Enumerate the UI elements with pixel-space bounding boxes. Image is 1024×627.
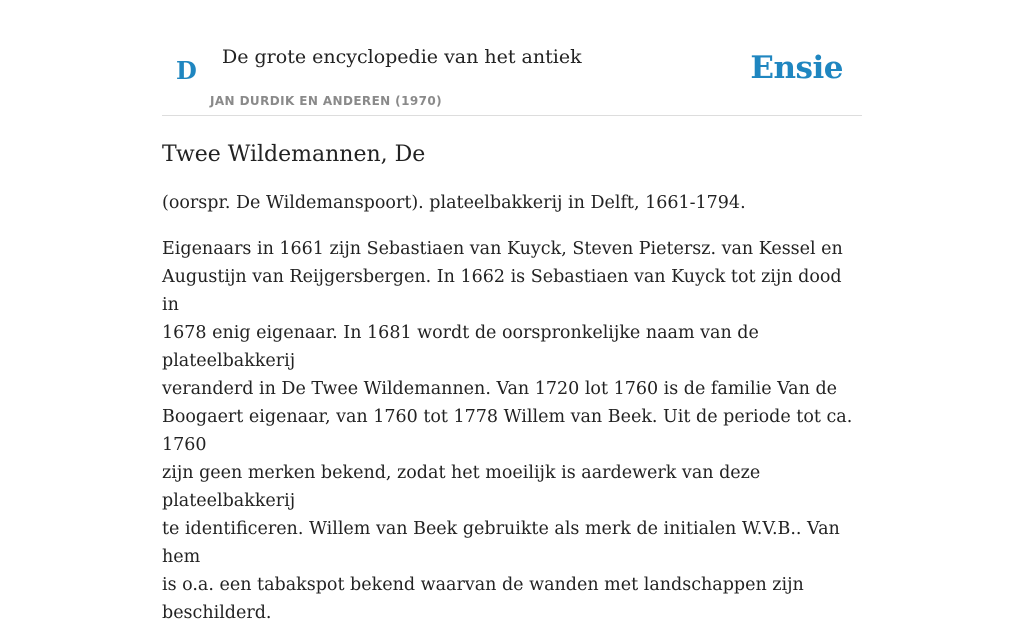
site-header	[162, 30, 862, 116]
ensie-logo-link[interactable]: Ensie	[750, 50, 843, 86]
entry-subtitle: (oorspr. De Wildemanspoort). plateelbakkerij in Delft, 1661-1794.	[162, 193, 746, 213]
book-logo-letter[interactable]: D	[176, 56, 197, 85]
entry-title: Twee Wildemannen, De	[162, 142, 426, 167]
article-content	[162, 139, 862, 627]
entry-body: Eigenaars in 1661 zijn Sebastiaen van Kuyck, Steven Pietersz. van Kessel en Augustijn van Reijgersbergen. In 1662 is Sebastiaen van Kuyck tot zijn dood in 1678 enig eigenaar. In 1681 wordt de oorspronkelijke naam van de plateelbakkerij veranderd in De Twee Wildemannen. Van 1720 lot 1760 is de familie Van de Boogaert eigenaar, van 1760 tot 1778 Willem van Beek. Uit de periode tot ca. 1760 zijn geen merken bekend, zodat het moeilijk is aardewerk van deze plateelbakkerij te identificeren. Willem van Beek gebruikte als merk de initialen W.V.B.. Van hem is o.a. een tabakspot bekend waarvan de wanden met landschappen zijn beschilderd.	[162, 239, 853, 623]
book-author: JAN DURDIK EN ANDEREN (1970)	[210, 94, 442, 108]
book-title-link[interactable]: De grote encyclopedie van het antiek	[222, 46, 582, 68]
